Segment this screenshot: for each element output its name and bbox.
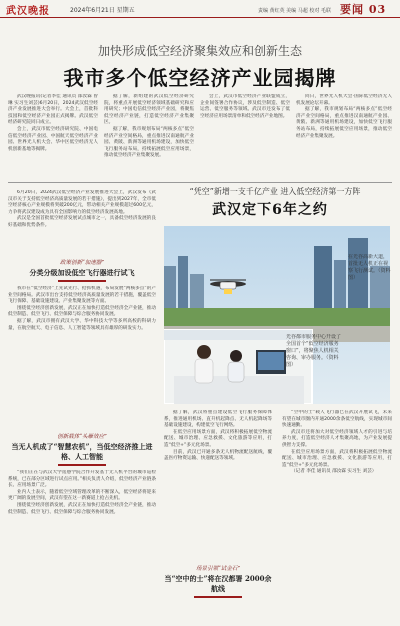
subhead-title: 当无人机成了“智慧农机”，当低空经济推上进格、人工智能 [11,442,153,461]
drone-photo [164,226,390,404]
newspaper-logo: 武汉晚报 [6,6,50,17]
subhead-title: 当“空中的士”将在汉都署 2000余航线 [164,574,272,593]
second-story-intro [8,190,156,250]
subhead-rule [58,280,106,282]
subhead-scenario [164,564,272,598]
byline: （记者 李佳 通讯员 邵汝霖 实习生 刘芸） [291,469,377,475]
lead-paragraph: 据了解，新组建的武汉低空经济研究院，将重点开展低空经济领域基础研究和应用研究；中国电信低空经济产业园，将聚焦低空经济产业链，打造低空经济产业集聚区。 [104,94,194,126]
lead-paragraph: 武汉晚报讯(记者李佳 通讯员 邵汝霖 曾琳 实习生刘芸)6月20日，2024武汉低空经济产业发展推进大会举行。大会上，首批科技园和低空经济产业园正式揭牌。武汉低空经济研究院同日成立。 [8,94,98,126]
body-paragraph: 武汉市还将加大对低空经济领域人才的引进与培养力度，打造低空经济人才集聚高地，为产业发展提供智力支撑。 [282,429,392,448]
story-column-d [282,410,392,620]
editor-credits: 责编 黄红英 美编 马超 校对 毛联 [258,8,331,14]
subhead-rule [194,596,242,598]
body-paragraph: 在低空应用场景方面，武汉将积极拓展低空物流配送、城市治理、应急救援、文化旅游等应用，打造“低空+”多元化场景。 [164,429,272,448]
body-paragraph: 业内人士表示，随着低空空域管理改革的不断深入，低空经济将迎来更广阔的发展空间，武汉有望在这一新赛道上抢占先机。 [8,489,156,502]
lead-paragraph: 会上，武汉市低空经济产业联盟成立，企业间签署合作协议，涉及低空制造、低空运营、低空服务等领域。武汉市还发布了低空经济应用场景清单和低空经济产业地图。 [200,94,290,119]
section-divider [8,182,392,183]
subhead-kicker: 创新载体“头雁效应” [57,434,107,440]
intro-paragraph: 武汉是全国首批低空经济发展试点城市之一，具备低空经济发展的良好基础和优势条件。 [8,216,156,228]
lead-paragraph: 会上，武汉市低空经济研究院、中国电信低空经济产业园、中国航天低空经济产业园、世界光人机大会、华中区低空经济无人机创新基地等揭牌。 [8,126,98,152]
body-paragraph: “我们正在与武汉大学遥感学院合作开发基于无人机平台的城市巡检系统，已在部分区域进行试点应用。”相关负责人介绍，低空经济产业链条长、应用场景广泛。 [8,470,156,489]
lead-paragraph: 据了解，我市规划布局“两核多点”低空经济产业空间格局，重点推进汉南通航产业园、黄陂、新洲等通用机场建设，加快低空飞行服务站布局，持续拓展低空应用场景，推动低空经济产业集聚发展。 [296,107,392,139]
photo-illustration [164,226,390,404]
lead-column-1 [8,94,98,180]
masthead [0,0,400,18]
body-paragraph: 目前，武汉已开通多条无人机物流配送航线，覆盖医疗物资运输、快递配送等领域。 [164,449,272,462]
body-paragraph: 在低空应用场景方面，武汉将积极拓展低空物流配送、城市治理、应急救援、文化旅游等应用，打造“低空+”多元化场景。 [282,449,392,468]
second-story-headline: 武汉定下6年之约 [212,202,328,218]
story-column-b [8,470,156,620]
lead-column-4 [296,94,392,180]
intro-paragraph: 6月20日，2024武汉低空经济产业发展推进大会上，武汉发布《武汉市关于支持低空经济高质量发展的若干措施》，提出到2027年，全市低空经济核心产业规模将突破200亿元，带动相关产业规模超过600亿元，力争将武汉建设成为具有全国影响力的低空经济发展高地。 [8,190,156,215]
photo-caption-left: 光谷都市服务中心开设了全国首个“低空经济服务窗口”，将聚焦人机相关咨询、审办服务。（资料图） [286,334,342,368]
photo-caption-right: 在光谷高新大道，首批无人机正在视察飞行测试。（资料图） [348,254,391,281]
subhead-innovation [8,432,156,466]
subhead-title: 分类分级加设低空飞行器进行试飞 [29,268,135,277]
body-paragraph: “空中的士”载人飞行器已在武汉开展试飞，未来有望在城市圈内开通2000余条低空航线，实现城市间快速通勤。 [282,410,392,429]
article-kicker: 加快形成低空经济聚集效应和创新生态 [97,44,302,58]
body-paragraph: 围绕低空经济创新发展，武汉正在加快打造低空经济全产业链，推动低空制造、低空飞行、低空保障与综合服务协同发展。 [8,305,156,318]
body-paragraph: 我市在“低空经济”上先试先行、抢抓机遇，布局发展“两核多点”的产业空间格局。武汉市出台支持低空经济高质量发展的若干措施，覆盖低空飞行保障、基础设施建设、产业集聚发展等方面。 [8,286,156,305]
subhead-kicker: 政策创新“加速器” [59,260,105,266]
body-paragraph: 围绕低空经济创新发展，武汉正在加快打造低空经济全产业链，推动低空制造、低空飞行、低空保障与综合服务协同发展。 [8,502,156,515]
subhead-kicker: 场景引领“试金石” [195,566,241,572]
lead-column-2 [104,94,194,180]
second-story-kicker: “凭空”新增一支千亿产业 进入低空经济第一方阵 [189,187,361,196]
lead-paragraph: 据了解，我市规划布局“两核多点”低空经济产业空间格局，重点推进汉南通航产业园、黄陂、新洲等通用机场建设，加快低空飞行服务站布局，持续拓展低空应用场景，推动低空经济产业集聚发展。 [104,126,194,159]
subhead-rule [58,464,106,466]
lead-paragraph: 同日，世界光人机大会·国际低空经济无人机发展论坛开幕。 [296,94,392,106]
body-paragraph: 据了解，武汉市拥有武汉大学、华中科技大学等多所高校的科研力量，在航空航天、电子信息、人工智能等领域具有雄厚的研发实力。 [8,318,156,331]
lead-column-3 [200,94,290,180]
subhead-policy [8,258,156,282]
body-paragraph: 据了解，武汉将重点建设低空飞行服务保障体系，推进通用机场、直升机起降点、无人机起降场等基础设施建设，构建低空飞行网络。 [164,410,272,429]
story-column-c [164,410,272,560]
story-column-a [8,286,156,428]
issue-date: 2024年6月21日 星期五 [70,7,135,14]
section-label: 要闻 03 [340,3,387,16]
article-headline: 我市多个低空经济产业园揭牌 [63,66,337,90]
